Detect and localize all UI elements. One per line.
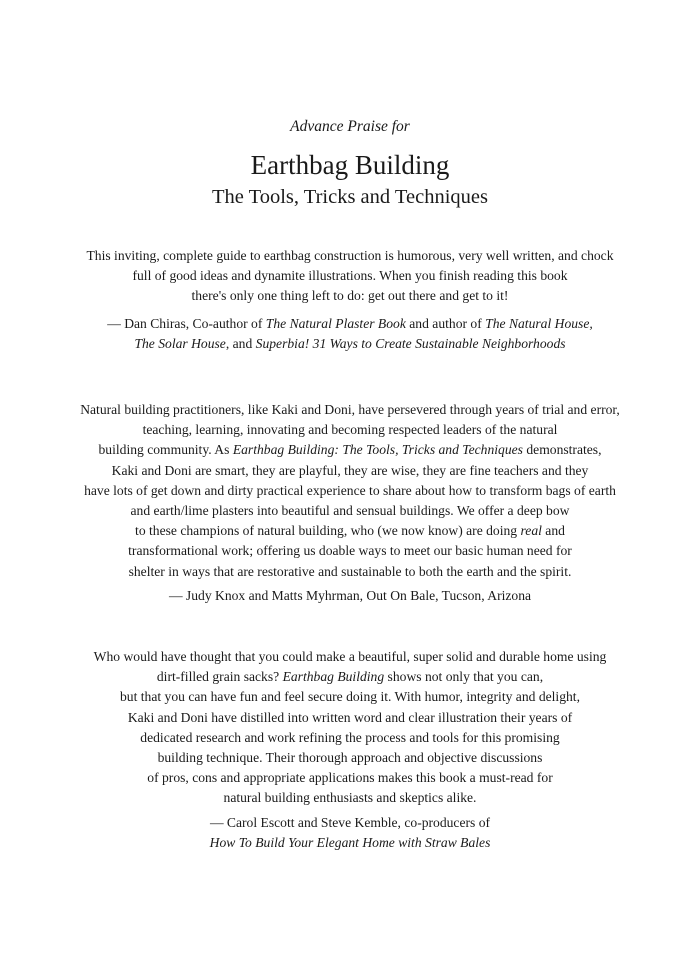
book-title: Earthbag Building	[250, 150, 450, 180]
quote-text: and	[541, 523, 565, 539]
quote-line	[0, 667, 700, 687]
attribution-line	[0, 334, 700, 354]
quote-line: natural building enthusiasts and skeptics alike.	[223, 790, 477, 806]
praise-quote-1	[0, 246, 700, 307]
praise-attribution-2	[0, 586, 700, 606]
attribution-line: — Carol Escott and Steve Kemble, co-producers of	[209, 815, 491, 830]
quote-line: of pros, cons and appropriate applications makes this book a must-read for	[147, 770, 553, 786]
quote-text: demonstrates,	[522, 442, 602, 458]
quote-text: dirt-filled grain sacks?	[156, 669, 283, 685]
book-title-ref: Earthbag Building	[282, 669, 385, 685]
quote-text: to these champions of natural building, who (we now know) are doing	[135, 523, 521, 539]
praise-attribution-3	[0, 813, 700, 853]
quote-line: dedicated research and work refining the process and tools for this promising	[140, 729, 560, 745]
quote-line: Natural building practitioners, like Kaki and Doni, have persevered through years of trial and error,	[80, 402, 620, 417]
attribution-text: — Dan Chiras, Co-author of	[107, 316, 266, 331]
book-title-ref: Superbia! 31 Ways to Create Sustainable Neighborhoods	[255, 336, 566, 352]
attribution-text: , and	[225, 336, 256, 352]
quote-line: building technique. Their thorough approach and objective discussions	[157, 750, 543, 766]
praise-quote-3	[0, 647, 700, 809]
book-title-ref: The Solar House	[134, 336, 226, 352]
book-title-ref: The Natural House,	[485, 316, 593, 331]
quote-line: This inviting, complete guide to earthbag construction is humorous, very well written, and chock	[86, 248, 614, 263]
quote-line: Kaki and Doni are smart, they are playful, they are wise, they are fine teachers and they	[111, 462, 589, 478]
quote-line: have lots of get down and dirty practical experience to share about how to transform bags of earth	[84, 482, 616, 498]
quote-line	[0, 521, 700, 541]
quote-line: full of good ideas and dynamite illustrations. When you finish reading this book	[132, 268, 568, 284]
attribution-line	[0, 314, 700, 334]
quote-line	[0, 440, 700, 460]
attribution-line	[0, 833, 700, 853]
emphasis-text: real	[520, 523, 542, 539]
quote-line: teaching, learning, innovating and becoming respected leaders of the natural	[142, 422, 558, 438]
book-title-ref: Earthbag Building: The Tools, Tricks and Techniques	[232, 442, 523, 458]
quote-line: but that you can have fun and feel secure doing it. With humor, integrity and delight,	[120, 689, 580, 705]
book-title-ref: How To Build Your Elegant Home with Straw Bales	[209, 835, 491, 851]
quote-line: transformational work; offering us doable ways to meet our basic human need for	[128, 543, 572, 559]
book-title-ref: The Natural Plaster Book	[265, 316, 406, 331]
quote-line: there's only one thing left to do: get out there and get to it!	[191, 288, 509, 304]
quote-line: shelter in ways that are restorative and sustainable to both the earth and the spirit.	[128, 563, 572, 579]
quote-text: building community. As	[98, 442, 233, 458]
quote-line: Who would have thought that you could make a beautiful, super solid and durable home using	[93, 649, 607, 664]
quote-line: and earth/lime plasters into beautiful and sensual buildings. We offer a deep bow	[130, 503, 570, 519]
attribution-line: — Judy Knox and Matts Myhrman, Out On Bale, Tucson, Arizona	[168, 588, 532, 603]
quote-line: Kaki and Doni have distilled into written word and clear illustration their years of	[127, 709, 573, 725]
quote-text: shows not only that you can,	[384, 669, 544, 685]
praise-quote-2	[0, 400, 700, 582]
praise-attribution-1	[0, 314, 700, 354]
book-subtitle: The Tools, Tricks and Techniques	[212, 186, 488, 208]
attribution-text: and author of	[405, 316, 486, 331]
advance-praise-kicker: Advance Praise for	[290, 118, 410, 135]
